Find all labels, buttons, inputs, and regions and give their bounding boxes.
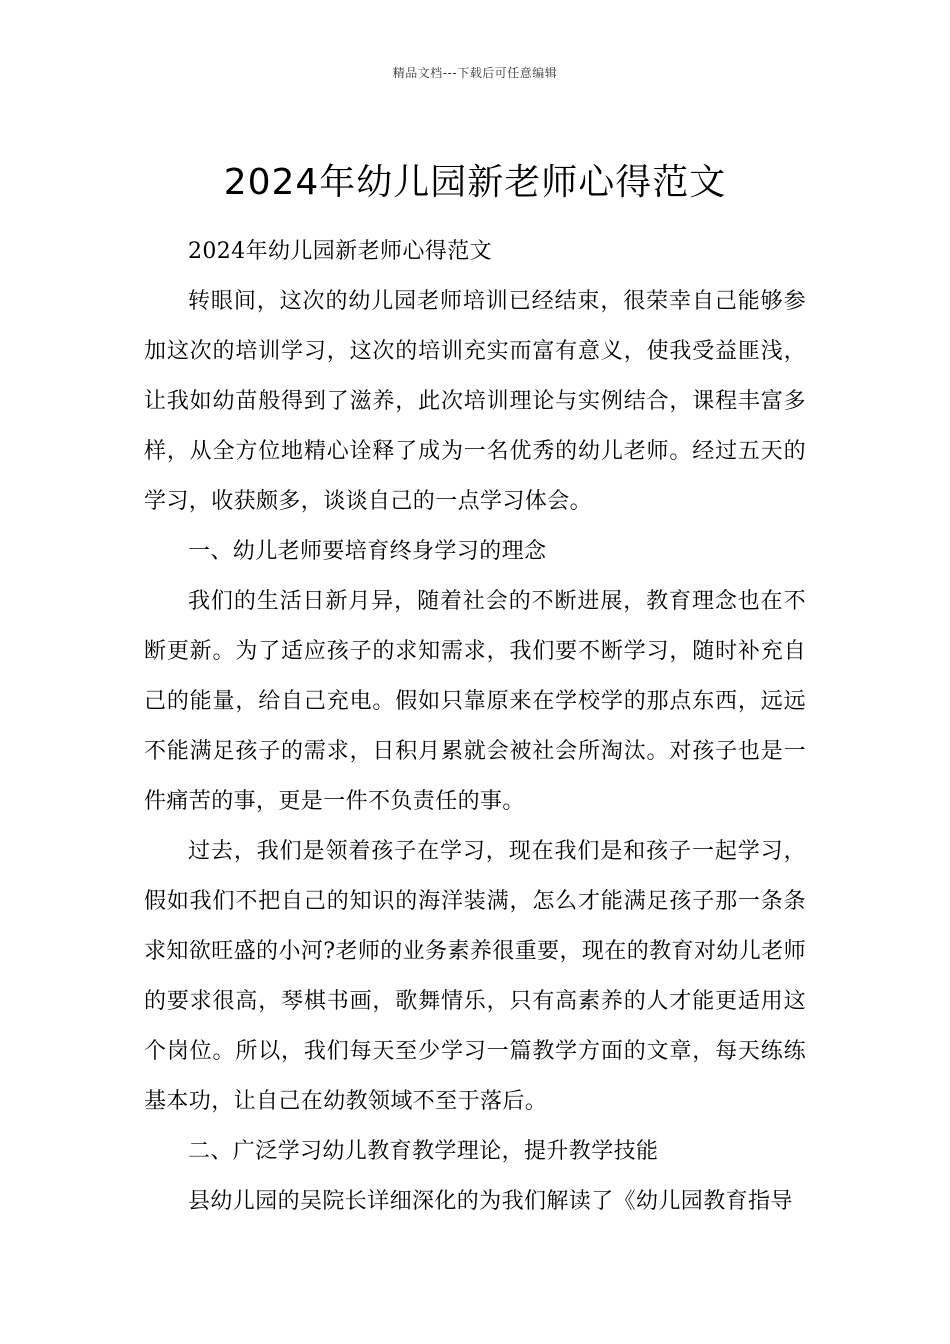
document-title: 2024年幼儿园新老师心得范文 bbox=[223, 162, 727, 204]
paragraph: 过去，我们是领着孩子在学习，现在我们是和孩子一起学习，假如我们不把自己的知识的海洋装满，怎么才能满足孩子那一条条求知欲旺盛的小河?老师的业务素养很重要，现在的教育对幼儿老师的要求很高，琴棋书画，歌舞情乐，只有高素养的人才能更适用这个岗位。所以，我们每天至少学习一篇教学方面的文章，每天练练基本功，让自己在幼教领域不至于落后。 bbox=[144, 839, 806, 1114]
paragraph: 我们的生活日新月异，随着社会的不断进展，教育理念也在不断更新。为了适应孩子的求知需求，我们要不断学习，随时补充自己的能量，给自己充电。假如只靠原来在学校学的那点东西，远远不能满足孩子的需求，日积月累就会被社会所淘汰。对孩子也是一件痛苦的事，更是一件不负责任的事。 bbox=[144, 589, 806, 814]
document-body bbox=[144, 227, 806, 1227]
section-heading-2: 二、广泛学习幼儿教育教学理论，提升教学技能 bbox=[188, 1139, 659, 1164]
header-note: 精品文档---下载后可任意编辑 bbox=[392, 66, 558, 80]
paragraph: 县幼儿园的吴院长详细深化的为我们解读了《幼儿园教育指导 bbox=[188, 1189, 793, 1214]
paragraph-intro: 转眼间，这次的幼儿园老师培训已经结束，很荣幸自己能够参加这次的培训学习，这次的培训充实而富有意义，使我受益匪浅，让我如幼苗般得到了滋养，此次培训理论与实例结合，课程丰富多样，从全方位地精心诠释了成为一名优秀的幼儿老师。经过五天的学习，收获颇多，谈谈自己的一点学习体会。 bbox=[144, 289, 806, 514]
paragraph-subtitle: 2024年幼儿园新老师心得范文 bbox=[188, 239, 492, 264]
section-heading-1: 一、幼儿老师要培育终身学习的理念 bbox=[188, 539, 547, 564]
